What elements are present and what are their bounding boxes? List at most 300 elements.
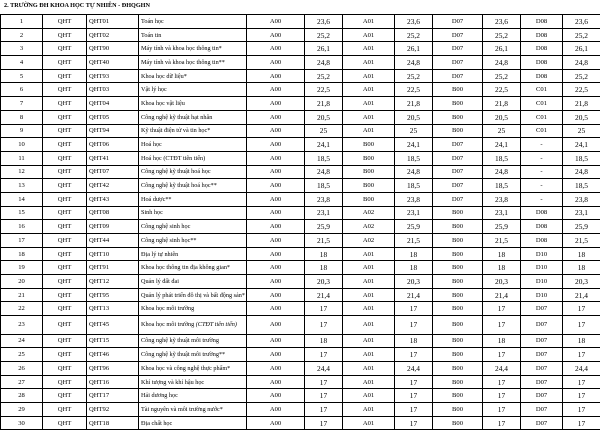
subject-group-2 [343,124,395,138]
major-name-text: Máy tính và khoa học thông tin* [141,45,222,53]
table-row [1,403,600,417]
subject-group-4-text: D08 [535,45,548,53]
subject-group-4-text: D07 [535,321,548,329]
score-4-text: 26,1 [575,44,588,54]
major-name-text: Hải dương học [141,392,178,400]
subject-group-3-text: B00 [452,264,463,272]
school-code-text: QHT [57,113,72,121]
school-code [43,234,87,248]
score-4 [563,403,600,417]
major-name [139,302,247,316]
subject-group-1 [247,416,305,430]
score-3 [483,403,521,417]
subject-group-3 [433,348,483,362]
school-code [43,362,87,376]
subject-group-2 [343,362,395,376]
score-3 [483,97,521,111]
subject-group-4 [521,247,563,261]
row-number-text: 6 [19,86,24,94]
table-row [1,261,600,275]
major-name-text: Vật lý học [141,86,167,94]
subject-group-1-text: A00 [269,305,282,313]
table-row [1,56,600,70]
subject-group-2-text: A01 [362,264,375,272]
score-2 [395,247,433,261]
score-4 [563,275,600,289]
score-4-text: 23,1 [575,208,588,218]
score-4-text: 23,6 [575,16,588,26]
table-row [1,302,600,316]
major-name-text: Khoa học và công nghệ thực phẩm* [141,364,231,372]
major-code-text: QHT45 [89,321,110,329]
major-code [87,261,139,275]
subject-group-1 [247,124,305,138]
subject-group-3 [433,69,483,83]
subject-group-1-text: A00 [269,168,282,176]
subject-group-1 [247,389,305,403]
score-1 [305,165,343,179]
score-2 [395,288,433,302]
major-code [87,416,139,430]
score-2 [395,234,433,248]
score-2 [395,302,433,316]
major-name [139,403,247,417]
row-number-text: 19 [18,264,25,272]
subject-group-1-text: A00 [269,154,282,162]
score-2 [395,334,433,348]
row-number [1,302,43,316]
score-2-text: 18,5 [407,153,420,163]
score-4 [563,192,600,206]
score-3 [483,389,521,403]
score-2-text: 25 [409,126,418,136]
subject-group-2-text: A02 [362,209,375,217]
subject-group-4-text: D07 [535,378,548,386]
major-code-text: QHT41 [89,154,110,162]
subject-group-3 [433,247,483,261]
subject-group-1-text: A00 [269,378,282,386]
major-code [87,375,139,389]
row-number [1,234,43,248]
major-code-text: QHT01 [89,17,110,25]
subject-group-1-text: A00 [269,17,282,25]
major-name-text: Hoá dược** [141,195,172,203]
row-number-text: 7 [19,99,24,107]
subject-group-3 [433,192,483,206]
score-3 [483,362,521,376]
score-4-text: 25,2 [575,71,588,81]
major-name-text: Quản lý phát triển đô thị và bất động sản* [141,291,245,299]
score-4 [563,69,600,83]
school-code-text: QHT [57,195,72,203]
school-code-text: QHT [57,264,72,272]
major-code-text: QHT93 [89,72,110,80]
score-4-text: 17 [577,418,586,428]
row-number [1,403,43,417]
score-1 [305,247,343,261]
school-code-text: QHT [57,31,72,39]
row-number-text: 29 [18,405,25,413]
score-4-text: 17 [577,391,586,401]
subject-group-4 [521,275,563,289]
score-3 [483,348,521,362]
school-code [43,28,87,42]
major-code-text: QHT12 [89,277,110,285]
subject-group-1 [247,165,305,179]
school-code-text: QHT [57,99,72,107]
score-1-text: 26,1 [317,44,330,54]
subject-group-2-text: B00 [363,182,374,190]
subject-group-3 [433,124,483,138]
subject-group-3 [433,375,483,389]
subject-group-2-text: A01 [362,31,375,39]
score-1-text: 24,1 [317,140,330,150]
subject-group-1-text: A00 [269,291,282,299]
subject-group-4 [521,56,563,70]
major-code-text: QHT17 [89,392,110,400]
score-3-text: 18,5 [495,153,508,163]
score-3 [483,316,521,335]
major-code-text: QHT96 [89,364,110,372]
subject-group-2 [343,165,395,179]
score-3-text: 24,8 [495,57,508,67]
score-2 [395,316,433,335]
subject-group-1 [247,42,305,56]
table-row [1,28,600,42]
score-1 [305,261,343,275]
major-code [87,42,139,56]
row-number [1,124,43,138]
major-name-text: Công nghệ sinh học [141,223,191,231]
subject-group-2-text: B00 [363,168,374,176]
subject-group-1-text: A00 [269,195,282,203]
school-code-text: QHT [57,182,72,190]
major-code-text: QHT09 [89,223,110,231]
subject-group-2 [343,138,395,152]
subject-group-4-text: C01 [536,99,547,107]
table-row [1,234,600,248]
table-row [1,362,600,376]
score-3 [483,375,521,389]
major-code [87,247,139,261]
subject-group-2-text: A01 [362,405,375,413]
subject-group-3-text: D07 [451,45,464,53]
subject-group-2 [343,234,395,248]
subject-group-2 [343,56,395,70]
subject-group-1 [247,302,305,316]
major-code [87,83,139,97]
major-name [139,69,247,83]
subject-group-4-text: D10 [535,277,548,285]
table-row [1,69,600,83]
subject-group-2-text: A01 [362,419,375,427]
major-name [139,179,247,193]
subject-group-4 [521,206,563,220]
row-number [1,151,43,165]
subject-group-2-text: A01 [362,99,375,107]
major-name-text: Địa chất học [141,419,173,427]
subject-group-4-text: - [540,182,543,190]
subject-group-4 [521,42,563,56]
score-3 [483,234,521,248]
score-1 [305,97,343,111]
subject-group-1 [247,138,305,152]
major-code-text: QHT18 [89,419,110,427]
subject-group-2 [343,403,395,417]
score-3-text: 23,8 [495,194,508,204]
score-4 [563,138,600,152]
score-4-text: 18 [577,336,586,346]
subject-group-4 [521,416,563,430]
subject-group-1-text: A00 [269,209,282,217]
score-1 [305,220,343,234]
major-name-text: Tài nguyên và môi trường nước* [141,405,223,413]
table-row [1,83,600,97]
score-3 [483,220,521,234]
major-name [139,288,247,302]
score-2-text: 24,1 [407,140,420,150]
score-1 [305,234,343,248]
score-2 [395,151,433,165]
major-code [87,403,139,417]
major-name [139,234,247,248]
subject-group-1-text: A00 [269,31,282,39]
major-name [139,83,247,97]
subject-group-3-text: D07 [451,182,464,190]
subject-group-3 [433,403,483,417]
subject-group-1 [247,110,305,124]
score-3-text: 23,1 [495,208,508,218]
score-1-text: 17 [319,350,328,360]
subject-group-3-text: B00 [452,209,463,217]
subject-group-2 [343,42,395,56]
major-code-text: QHT92 [89,405,110,413]
score-4-text: 17 [577,377,586,387]
school-code-text: QHT [57,168,72,176]
table-row [1,151,600,165]
major-name [139,261,247,275]
major-name [139,247,247,261]
row-number-text: 8 [19,113,24,121]
school-code [43,138,87,152]
subject-group-1 [247,179,305,193]
subject-group-3 [433,179,483,193]
major-code [87,275,139,289]
score-4-text: 23,8 [575,194,588,204]
score-2-text: 23,8 [407,194,420,204]
score-3-text: 18,5 [495,181,508,191]
subject-group-1-text: A00 [269,264,282,272]
score-1 [305,124,343,138]
major-name [139,362,247,376]
subject-group-2 [343,334,395,348]
subject-group-2 [343,28,395,42]
school-code [43,403,87,417]
score-3-text: 18 [497,249,506,259]
subject-group-3 [433,316,483,335]
score-3 [483,192,521,206]
score-2 [395,389,433,403]
subject-group-3 [433,261,483,275]
subject-group-4 [521,234,563,248]
school-code-text: QHT [57,236,72,244]
subject-group-1-text: A00 [269,113,282,121]
table-row [1,348,600,362]
score-4 [563,124,600,138]
subject-group-2 [343,375,395,389]
school-code [43,247,87,261]
subject-group-4-text: C01 [536,86,547,94]
score-3 [483,124,521,138]
score-1-text: 22,5 [317,85,330,95]
score-1 [305,416,343,430]
score-1-text: 17 [319,377,328,387]
table-row [1,138,600,152]
row-number-text: 23 [18,321,25,329]
score-2-text: 25,2 [407,30,420,40]
score-3-text: 17 [497,320,506,330]
subject-group-3 [433,234,483,248]
subject-group-3-text: B00 [452,392,463,400]
major-name-text: Khoa học môi trường [141,305,195,313]
subject-group-2 [343,261,395,275]
score-1-text: 21,8 [317,98,330,108]
major-name [139,206,247,220]
subject-group-4 [521,288,563,302]
score-2-text: 21,8 [407,98,420,108]
major-code [87,151,139,165]
score-1-text: 24,8 [317,167,330,177]
score-2-text: 20,3 [407,276,420,286]
row-number-text: 27 [18,378,25,386]
school-code [43,97,87,111]
subject-group-4-text: D07 [535,405,548,413]
score-4 [563,389,600,403]
score-3-text: 20,3 [495,276,508,286]
subject-group-1-text: A00 [269,182,282,190]
admission-scores-table [0,14,600,430]
score-1-text: 17 [319,304,328,314]
score-2-text: 23,6 [407,16,420,26]
subject-group-1 [247,234,305,248]
score-1-text: 18 [319,249,328,259]
subject-group-3-text: D07 [451,154,464,162]
score-2 [395,206,433,220]
score-4-text: 21,5 [575,235,588,245]
school-code-text: QHT [57,58,72,66]
row-number [1,362,43,376]
row-number [1,247,43,261]
score-3-text: 18 [497,336,506,346]
score-3-text: 21,8 [495,98,508,108]
subject-group-3 [433,362,483,376]
subject-group-4 [521,334,563,348]
subject-group-1 [247,69,305,83]
major-name-note: (CTĐT tiên tiến) [195,321,237,329]
score-2 [395,28,433,42]
row-number [1,15,43,29]
school-code-text: QHT [57,17,72,25]
score-1 [305,83,343,97]
subject-group-2-text: B00 [363,154,374,162]
school-code [43,165,87,179]
score-4 [563,375,600,389]
subject-group-4 [521,83,563,97]
subject-group-3 [433,206,483,220]
school-code [43,83,87,97]
row-number-text: 18 [18,250,25,258]
score-2 [395,56,433,70]
major-name-text: Khí tượng và khí hậu học [141,378,205,386]
row-number [1,42,43,56]
major-name-text: Công nghệ kỹ thuật môi trường [141,337,219,345]
subject-group-2-text: A01 [362,378,375,386]
subject-group-2 [343,220,395,234]
score-4-text: 25,9 [575,222,588,232]
subject-group-2 [343,348,395,362]
table-row [1,42,600,56]
major-name-text: Quản lý đất đai [141,277,179,285]
score-3-text: 24,4 [495,363,508,373]
score-4-text: 22,5 [575,85,588,95]
score-4 [563,234,600,248]
subject-group-1 [247,192,305,206]
score-1 [305,42,343,56]
subject-group-1-text: A00 [269,58,282,66]
major-code [87,179,139,193]
subject-group-1 [247,83,305,97]
score-4 [563,362,600,376]
subject-group-1-text: A00 [269,351,282,359]
subject-group-2 [343,275,395,289]
major-code-text: QHT90 [89,45,110,53]
score-2 [395,15,433,29]
major-code [87,28,139,42]
school-code-text: QHT [57,305,72,313]
subject-group-2-text: A01 [362,17,375,25]
subject-group-2-text: A02 [362,236,375,244]
score-2-text: 17 [409,320,418,330]
subject-group-4 [521,403,563,417]
score-1 [305,403,343,417]
subject-group-3-text: B00 [452,127,463,135]
row-number-text: 25 [18,351,25,359]
subject-group-1-text: A00 [269,223,282,231]
row-number-text: 22 [18,305,25,313]
score-1 [305,15,343,29]
subject-group-3 [433,138,483,152]
score-1 [305,138,343,152]
subject-group-1 [247,151,305,165]
school-code-text: QHT [57,277,72,285]
score-4-text: 17 [577,404,586,414]
subject-group-2 [343,69,395,83]
row-number [1,275,43,289]
subject-group-4-text: D08 [535,223,548,231]
subject-group-4-text: D07 [535,337,548,345]
subject-group-3-text: B00 [452,364,463,372]
school-code [43,192,87,206]
score-4 [563,247,600,261]
section-title-row [0,0,600,15]
score-3 [483,179,521,193]
score-1 [305,302,343,316]
score-1-text: 18,5 [317,153,330,163]
school-code [43,275,87,289]
subject-group-4-text: D07 [535,364,548,372]
score-1-text: 23,6 [317,16,330,26]
table-row [1,316,600,335]
